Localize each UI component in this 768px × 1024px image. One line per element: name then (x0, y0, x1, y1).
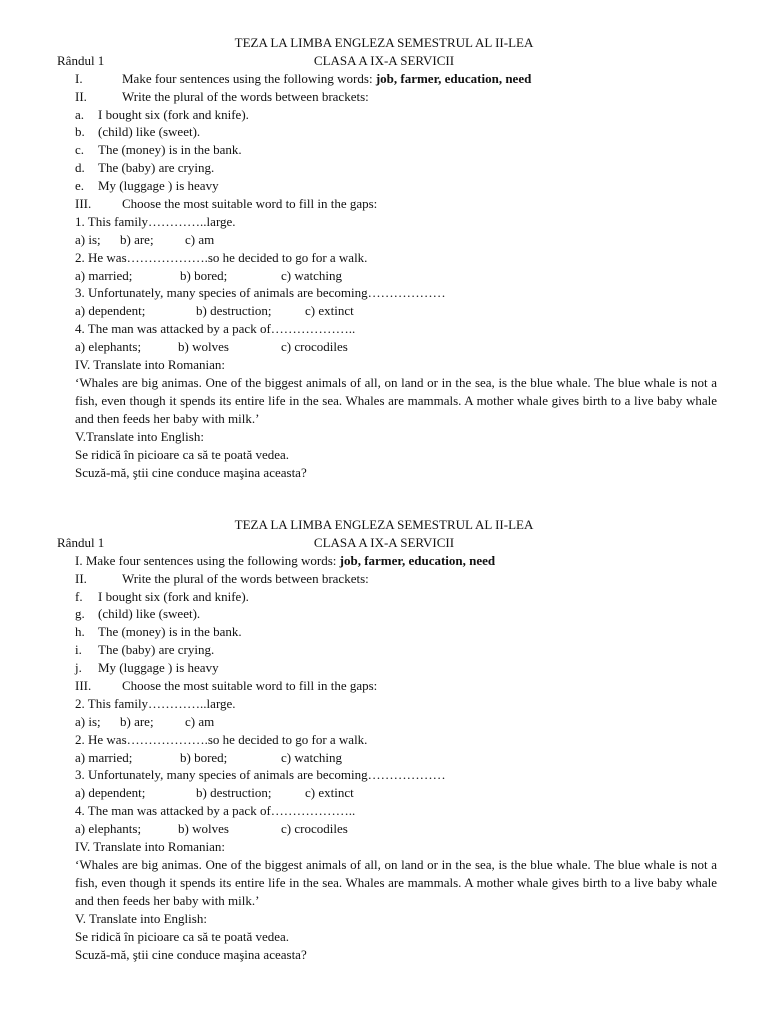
option: c) am (185, 713, 215, 729)
answer-options (0, 302, 768, 320)
sentence-text: 4. The man was attacked by a pack of……………….. (75, 321, 356, 337)
option: b) are; (120, 713, 154, 729)
sentence-text: 4. The man was attacked by a pack of……………….. (75, 803, 356, 819)
question-text: Write the plural of the words between brackets: (122, 88, 369, 104)
item-text: The (money) is in the bank. (98, 142, 242, 158)
question-3 (0, 677, 768, 695)
item-text: I bought six (fork and knife). (98, 588, 249, 604)
item-letter: f. (75, 588, 83, 604)
option: b) destruction; (196, 303, 272, 319)
option: b) bored; (180, 749, 228, 765)
test-title: TEZA LA LIMBA ENGLEZA SEMESTRUL AL II-LEA (234, 517, 534, 532)
option: c) watching (281, 749, 343, 765)
item-text: The (baby) are crying. (98, 160, 215, 176)
option: c) watching (281, 267, 343, 283)
question-number: II. (75, 88, 87, 104)
gap-sentence (0, 802, 768, 820)
item-text: The (money) is in the bank. (98, 624, 242, 640)
option: a) dependent; (75, 303, 146, 319)
question-text: V. Translate into English: (75, 910, 207, 926)
test-title: TEZA LA LIMBA ENGLEZA SEMESTRUL AL II-LEA (234, 35, 534, 50)
question-text: V.Translate into English: (75, 428, 204, 444)
question-text (122, 70, 531, 88)
question-5 (0, 910, 768, 928)
sentence-text: Se ridică în picioare ca să te poată vedea. (75, 928, 290, 944)
list-item (0, 623, 768, 641)
test-block-1 (0, 34, 768, 482)
question-text: IV. Translate into Romanian: (75, 357, 225, 373)
item-text: I bought six (fork and knife). (98, 106, 249, 122)
question-3 (0, 195, 768, 213)
list-item (0, 605, 768, 623)
answer-options (0, 231, 768, 249)
gap-sentence (0, 284, 768, 302)
question-number: II. (75, 570, 87, 586)
sentence-text: 1. This family…………..large. (75, 213, 236, 229)
sentence-text: Scuză-mă, ştii cine conduce maşina aceasta? (75, 464, 307, 480)
question-number: III. (75, 678, 92, 694)
item-letter: b. (75, 124, 85, 140)
question-number: I. (75, 70, 83, 86)
sentence-text: Se ridică în picioare ca să te poată vedea. (75, 446, 290, 462)
list-item (0, 123, 768, 141)
answer-options (0, 267, 768, 285)
list-item (0, 641, 768, 659)
option: a) married; (75, 267, 133, 283)
item-letter: e. (75, 178, 85, 194)
item-text: The (baby) are crying. (98, 642, 215, 658)
question-text (75, 552, 495, 570)
translation-line (0, 446, 768, 464)
translation-line (0, 464, 768, 482)
answer-options (0, 713, 768, 731)
translation-line (0, 928, 768, 946)
option: a) married; (75, 749, 133, 765)
option: a) elephants; (75, 339, 142, 355)
question-number: III. (75, 196, 92, 212)
test-block-2 (0, 516, 768, 964)
header-class-row (0, 534, 768, 552)
header-title-row (0, 516, 768, 534)
option: b) bored; (180, 267, 228, 283)
question-1 (0, 70, 768, 88)
question-2 (0, 88, 768, 106)
question-prompt: Make four sentences using the following words: (122, 70, 373, 86)
header-class-row (0, 52, 768, 70)
sentence-text: 2. This family…………..large. (75, 695, 236, 711)
gap-sentence (0, 695, 768, 713)
list-item (0, 177, 768, 195)
question-1 (0, 552, 768, 570)
item-letter: g. (75, 606, 85, 622)
sentence-text: 3. Unfortunately, many species of animals are becoming……………… (75, 285, 446, 301)
item-letter: h. (75, 624, 85, 640)
question-2 (0, 570, 768, 588)
gap-sentence (0, 213, 768, 231)
gap-sentence (0, 249, 768, 267)
option: b) wolves (178, 339, 229, 355)
header-title-row (0, 34, 768, 52)
question-keywords: job, farmer, education, need (339, 552, 496, 568)
question-text: IV. Translate into Romanian: (75, 839, 225, 855)
row-label: Rândul 1 (57, 534, 105, 550)
question-4 (0, 838, 768, 856)
answer-options (0, 338, 768, 356)
option: c) crocodiles (281, 821, 348, 837)
option: b) destruction; (196, 785, 272, 801)
option: a) is; (75, 231, 101, 247)
option: a) is; (75, 713, 101, 729)
gap-sentence (0, 766, 768, 784)
question-4 (0, 356, 768, 374)
gap-sentence (0, 731, 768, 749)
list-item (0, 141, 768, 159)
class-label: CLASA A IX-A SERVICII (313, 52, 455, 68)
item-text: (child) like (sweet). (98, 124, 201, 140)
option: a) dependent; (75, 785, 146, 801)
option: c) extinct (305, 785, 354, 801)
list-item (0, 659, 768, 677)
list-item (0, 106, 768, 124)
item-text: My (luggage ) is heavy (98, 178, 219, 194)
sentence-text: 3. Unfortunately, many species of animals are becoming……………… (75, 767, 446, 783)
option: b) wolves (178, 821, 229, 837)
translation-paragraph: ‘Whales are big animas. One of the biggest animals of all, on land or in the sea, is the blue whale. The blue whale is not a fish, even though it spends its entire life in the sea. Whales are mammals. A mother whale gives birth to a live baby whale and then feeds her baby with milk.’ (75, 856, 717, 908)
sentence-text: 2. He was……………….so he decided to go for a walk. (75, 731, 368, 747)
item-letter: d. (75, 160, 85, 176)
option: c) am (185, 231, 215, 247)
item-letter: c. (75, 142, 85, 158)
question-text: Choose the most suitable word to fill in the gaps: (122, 678, 378, 694)
answer-options (0, 784, 768, 802)
question-5 (0, 428, 768, 446)
option: a) elephants; (75, 821, 142, 837)
item-letter: a. (75, 106, 85, 122)
answer-options (0, 749, 768, 767)
answer-options (0, 820, 768, 838)
item-letter: i. (75, 642, 82, 658)
question-text: Choose the most suitable word to fill in the gaps: (122, 196, 378, 212)
class-label: CLASA A IX-A SERVICII (313, 534, 455, 550)
question-text: Write the plural of the words between brackets: (122, 570, 369, 586)
item-text: (child) like (sweet). (98, 606, 201, 622)
row-label: Rândul 1 (57, 52, 105, 68)
question-keywords: job, farmer, education, need (375, 70, 532, 86)
option: c) extinct (305, 303, 354, 319)
gap-sentence (0, 320, 768, 338)
option: b) are; (120, 231, 154, 247)
item-text: My (luggage ) is heavy (98, 660, 219, 676)
list-item (0, 588, 768, 606)
question-prompt: I. Make four sentences using the following words: (75, 552, 337, 568)
sentence-text: Scuză-mă, ştii cine conduce maşina aceasta? (75, 946, 307, 962)
translation-line (0, 946, 768, 964)
sentence-text: 2. He was……………….so he decided to go for a walk. (75, 249, 368, 265)
item-letter: j. (75, 660, 82, 676)
translation-paragraph: ‘Whales are big animas. One of the biggest animals of all, on land or in the sea, is the blue whale. The blue whale is not a fish, even though it spends its entire life in the sea. Whales are mammals. A mother whale gives birth to a live baby whale and then feeds her baby with milk.’ (75, 374, 717, 426)
list-item (0, 159, 768, 177)
option: c) crocodiles (281, 339, 348, 355)
